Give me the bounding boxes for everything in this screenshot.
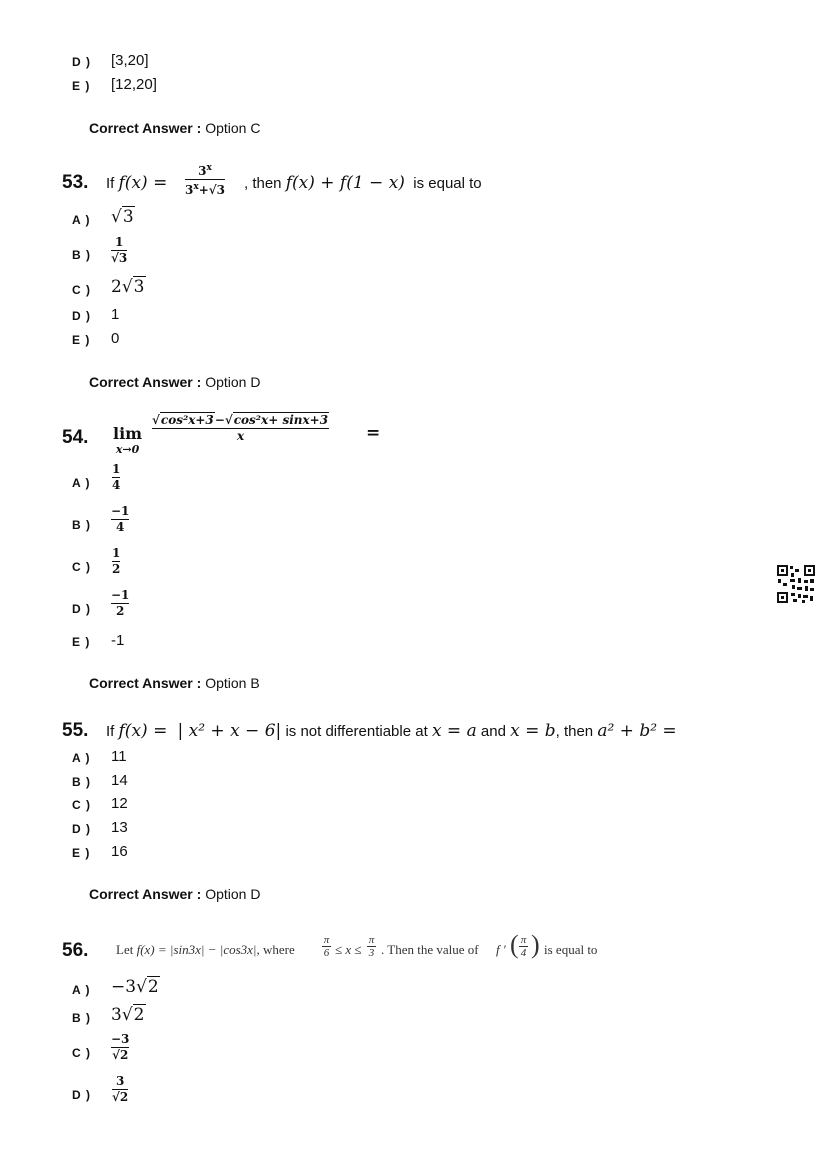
option-value: 2√3: [111, 277, 145, 297]
option-value: −1 4: [111, 504, 130, 534]
question-text-tail: . Then the value of: [381, 942, 479, 957]
option-value: 13: [111, 819, 128, 836]
limit-operator: lim x→0: [113, 424, 143, 456]
option-letter: D ): [72, 1088, 91, 1102]
question-text-end: is equal to: [544, 942, 598, 957]
option-letter: C ): [72, 560, 91, 574]
option-value: [12,20]: [111, 76, 157, 93]
option-letter: A ): [72, 983, 91, 997]
option-letter: A ): [72, 476, 91, 490]
equals-sign: =: [366, 423, 381, 443]
option-value: [3,20]: [111, 52, 149, 69]
option-value: −1 2: [111, 588, 130, 618]
paren-right: ): [531, 930, 540, 959]
fraction-pi-4: π 4: [520, 934, 527, 959]
option-value: 3√2: [111, 1005, 145, 1025]
option-letter: B ): [72, 1011, 91, 1025]
option-letter: E ): [72, 635, 91, 649]
option-value: 16: [111, 843, 128, 860]
question-number: 55.: [62, 720, 89, 741]
inequality: ≤ x ≤: [335, 942, 362, 957]
qr-code-icon: [776, 564, 816, 604]
question-text-tail: , then f(x) + f(1 − x) is equal to: [244, 173, 482, 193]
option-letter: E ): [72, 846, 91, 860]
option-value: −3 √2: [111, 1032, 130, 1062]
f-prime: f ′: [496, 942, 506, 957]
option-value: 0: [111, 330, 120, 347]
option-letter: D ): [72, 602, 91, 616]
option-value: 11: [111, 748, 127, 765]
option-value: 1: [111, 306, 120, 323]
option-letter: C ): [72, 798, 91, 812]
question-text: If f(x) = | x² + x − 6| is not differentiable at x = a and x = b, then a² + b² =: [106, 721, 677, 741]
fraction-pi-6: π 6: [323, 934, 330, 959]
option-letter: A ): [72, 751, 91, 765]
correct-answer: Correct Answer : Option D: [89, 886, 261, 902]
option-value: 14: [111, 772, 128, 789]
option-letter: D ): [72, 55, 91, 69]
option-letter: B ): [72, 248, 91, 262]
correct-answer: Correct Answer : Option C: [89, 120, 261, 136]
option-letter: B ): [72, 518, 91, 532]
option-letter: C ): [72, 1046, 91, 1060]
question-number: 56.: [62, 940, 89, 961]
question-text: Let f(x) = |sin3x| − |cos3x|, where: [116, 942, 295, 957]
option-value: √3: [111, 207, 134, 227]
option-value: 1 4: [112, 462, 121, 492]
option-value: 3 √2: [112, 1074, 129, 1104]
option-value: 1 √3: [111, 235, 128, 265]
option-letter: D ): [72, 822, 91, 836]
option-letter: A ): [72, 213, 91, 227]
option-value: -1: [111, 632, 125, 649]
correct-answer: Correct Answer : Option B: [89, 675, 260, 691]
question-number: 53.: [62, 172, 89, 193]
option-letter: D ): [72, 309, 91, 323]
option-value: 12: [111, 795, 128, 812]
option-letter: C ): [72, 283, 91, 297]
limit-fraction: √cos²x+3−√cos²x+ sinx+3 x: [152, 413, 329, 443]
option-letter: E ): [72, 79, 91, 93]
fraction-pi-3: π 3: [368, 934, 375, 959]
question-number: 54.: [62, 427, 89, 448]
paren-left: (: [510, 930, 519, 959]
option-value: −3√2: [111, 977, 159, 997]
option-letter: E ): [72, 333, 91, 347]
correct-answer: Correct Answer : Option D: [89, 374, 261, 390]
option-letter: B ): [72, 775, 91, 789]
option-value: 1 2: [112, 546, 121, 576]
question-fraction: 3$^x$ $3^x+√3$: [185, 163, 226, 197]
question-text: If f(x) =: [106, 173, 168, 193]
